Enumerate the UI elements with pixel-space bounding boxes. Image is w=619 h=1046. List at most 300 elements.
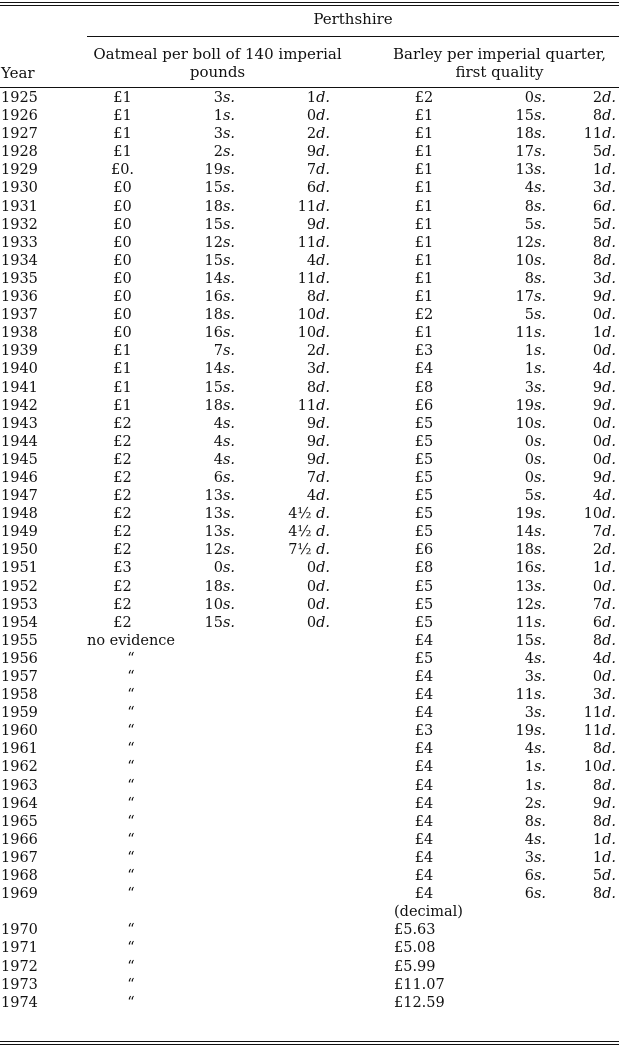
barley-shillings-cell: 18s. — [515, 542, 546, 559]
year-cell: 1933 — [1, 234, 38, 251]
year-cell: 1952 — [1, 578, 38, 595]
year-cell: 1964 — [1, 795, 38, 812]
oatmeal-shillings-cell: 1s. — [213, 108, 235, 125]
barley-pounds-cell: £1 — [414, 162, 434, 179]
barley-pence-cell: 9d. — [592, 379, 616, 396]
oatmeal-pounds-cell: £2 — [113, 488, 132, 505]
oatmeal-pence-cell: 0d. — [306, 596, 330, 613]
barley-pence-cell: 11d. — [583, 126, 616, 143]
oatmeal-pounds-cell: £2 — [113, 524, 132, 541]
ditto-mark: “ — [127, 922, 135, 939]
barley-pence-cell: 8d. — [592, 108, 616, 125]
oatmeal-shillings-cell: 2s. — [213, 144, 235, 161]
oatmeal-pounds-cell: £0 — [113, 180, 132, 197]
ditto-mark: “ — [127, 831, 135, 848]
barley-pounds-cell: £5 — [414, 614, 434, 631]
barley-shillings-cell: 2s. — [524, 795, 546, 812]
barley-pounds-cell: £6 — [414, 397, 434, 414]
oatmeal-pence-cell: 11d. — [297, 397, 330, 414]
oatmeal-shillings-cell: 15s. — [204, 379, 235, 396]
oatmeal-pounds-cell: £2 — [113, 469, 132, 486]
oatmeal-column-header: Oatmeal per boll of 140 imperial pounds — [93, 45, 342, 81]
barley-pence-cell: 8d. — [592, 252, 616, 269]
ditto-mark: “ — [127, 813, 135, 830]
ditto-mark: “ — [127, 886, 135, 903]
barley-shillings-cell: 8s. — [524, 270, 546, 287]
year-cell: 1961 — [1, 741, 38, 758]
table-row — [0, 415, 619, 433]
ditto-mark: “ — [127, 741, 135, 758]
barley-shillings-cell: 0s. — [524, 451, 546, 468]
header-rule — [0, 87, 619, 88]
oatmeal-shillings-cell: 4s. — [213, 415, 235, 432]
oatmeal-pence-cell: 9d. — [306, 451, 330, 468]
barley-shillings-cell: 15s. — [515, 108, 546, 125]
ditto-mark: “ — [127, 650, 135, 667]
barley-pence-cell: 8d. — [592, 813, 616, 830]
barley-pounds-cell: £4 — [414, 759, 434, 776]
oatmeal-pounds-cell: £1 — [113, 108, 132, 125]
barley-pounds-cell: £1 — [414, 180, 434, 197]
barley-decimal-cell: £5.08 — [394, 940, 436, 957]
bottom-rule-outer — [0, 1044, 619, 1045]
table-row — [0, 143, 619, 161]
barley-pounds-cell: £5 — [414, 433, 434, 450]
year-cell: 1945 — [1, 451, 38, 468]
barley-pence-cell: 0d. — [592, 307, 616, 324]
barley-shillings-cell: 14s. — [515, 524, 546, 541]
oatmeal-shillings-cell: 4s. — [213, 433, 235, 450]
table-row — [0, 632, 619, 650]
table-row — [0, 125, 619, 143]
oatmeal-shillings-cell: 16s. — [204, 325, 235, 342]
oatmeal-pence-cell: 8d. — [306, 289, 330, 306]
oatmeal-shillings-cell: 15s. — [204, 216, 235, 233]
barley-shillings-cell: 11s. — [515, 687, 546, 704]
oatmeal-shillings-cell: 15s. — [204, 614, 235, 631]
barley-shillings-cell: 17s. — [515, 289, 546, 306]
oatmeal-shillings-cell: 19s. — [204, 162, 235, 179]
table-row — [0, 668, 619, 686]
barley-shillings-cell: 18s. — [515, 126, 546, 143]
top-rule-inner — [0, 5, 619, 6]
barley-pence-cell: 9d. — [592, 795, 616, 812]
barley-pence-cell: 9d. — [592, 469, 616, 486]
barley-pounds-cell: £4 — [414, 849, 434, 866]
barley-shillings-cell: 6s. — [524, 886, 546, 903]
oatmeal-pounds-cell: £0 — [113, 234, 132, 251]
barley-pence-cell: 1d. — [592, 560, 616, 577]
barley-shillings-cell: 12s. — [515, 234, 546, 251]
barley-shillings-cell: 1s. — [524, 343, 546, 360]
barley-shillings-cell: 13s. — [515, 162, 546, 179]
table-row — [0, 885, 619, 903]
oatmeal-shillings-cell: 18s. — [204, 307, 235, 324]
barley-pence-cell: 0d. — [592, 415, 616, 432]
table-row — [0, 270, 619, 288]
table-row — [0, 161, 619, 179]
oatmeal-pounds-cell: £1 — [113, 126, 132, 143]
oatmeal-pounds-cell: £2 — [113, 614, 132, 631]
barley-pounds-cell: £4 — [414, 687, 434, 704]
barley-pence-cell: 11d. — [583, 705, 616, 722]
oatmeal-pence-cell: 9d. — [306, 144, 330, 161]
table-row — [0, 89, 619, 107]
barley-shillings-cell: 10s. — [515, 415, 546, 432]
barley-pence-cell: 8d. — [592, 234, 616, 251]
table-row — [0, 469, 619, 487]
barley-pence-cell: 6d. — [592, 614, 616, 631]
barley-pence-cell: 5d. — [592, 216, 616, 233]
barley-pounds-cell: £5 — [414, 524, 434, 541]
ditto-mark: “ — [127, 849, 135, 866]
oatmeal-pence-cell: 2d. — [306, 126, 330, 143]
ditto-mark: “ — [127, 868, 135, 885]
ditto-mark: “ — [127, 940, 135, 957]
barley-pence-cell: 0d. — [592, 669, 616, 685]
table-row — [0, 198, 619, 216]
table-row — [0, 650, 619, 668]
barley-pence-cell: 7d. — [592, 524, 616, 541]
barley-shillings-cell: 19s. — [515, 506, 546, 523]
year-cell: 1936 — [1, 289, 38, 306]
oatmeal-shillings-cell: 13s. — [204, 506, 235, 523]
year-cell: 1937 — [1, 307, 38, 324]
ditto-mark: “ — [127, 994, 135, 1011]
barley-decimal-cell: £5.63 — [394, 922, 436, 939]
oatmeal-shillings-cell: 10s. — [204, 596, 235, 613]
year-cell: 1968 — [1, 868, 38, 885]
year-cell: 1931 — [1, 198, 38, 215]
barley-pence-cell: 0d. — [592, 451, 616, 468]
year-cell: 1965 — [1, 813, 38, 830]
table-row — [0, 234, 619, 252]
barley-shillings-cell: 3s. — [524, 669, 546, 685]
barley-pounds-cell: £5 — [414, 650, 434, 667]
barley-pounds-cell: £4 — [414, 669, 434, 685]
table-row — [0, 252, 619, 270]
year-cell: 1946 — [1, 469, 38, 486]
barley-shillings-cell: 4s. — [524, 650, 546, 667]
barley-decimal-cell: £5.99 — [394, 958, 436, 975]
ditto-mark: “ — [127, 705, 135, 722]
oatmeal-pence-cell: 7d. — [306, 469, 330, 486]
barley-pence-cell: 8d. — [592, 777, 616, 794]
barley-shillings-cell: 3s. — [524, 705, 546, 722]
oatmeal-pounds-cell: £2 — [113, 596, 132, 613]
oatmeal-pounds-cell: £2 — [113, 506, 132, 523]
table-row — [0, 704, 619, 722]
oatmeal-pence-cell: 7½ d. — [288, 542, 330, 559]
ditto-mark: “ — [127, 759, 135, 776]
barley-shillings-cell: 12s. — [515, 596, 546, 613]
barley-shillings-cell: 3s. — [524, 379, 546, 396]
barley-shillings-cell: 16s. — [515, 560, 546, 577]
barley-shillings-cell: 4s. — [524, 831, 546, 848]
oatmeal-pounds-cell: £1 — [113, 361, 132, 378]
barley-pounds-cell: £8 — [414, 379, 434, 396]
barley-pence-cell: 1d. — [592, 162, 616, 179]
oatmeal-pence-cell: 0d. — [306, 578, 330, 595]
table-row — [0, 614, 619, 632]
oatmeal-pounds-cell: £2 — [113, 542, 132, 559]
barley-pence-cell: 0d. — [592, 433, 616, 450]
barley-pounds-cell: £3 — [414, 343, 434, 360]
table-row — [0, 722, 619, 740]
barley-shillings-cell: 15s. — [515, 632, 546, 649]
barley-shillings-cell: 0s. — [524, 433, 546, 450]
ditto-mark: “ — [127, 958, 135, 975]
barley-pounds-cell: £2 — [414, 307, 434, 324]
barley-column-header: Barley per imperial quarter, first quality — [392, 45, 607, 81]
oatmeal-pounds-cell: £1 — [113, 144, 132, 161]
oatmeal-pounds-cell: £2 — [113, 451, 132, 468]
barley-shillings-cell: 6s. — [524, 868, 546, 885]
oatmeal-shillings-cell: 14s. — [204, 361, 235, 378]
barley-pence-cell: 10d. — [583, 506, 616, 523]
oatmeal-pence-cell: 2d. — [306, 343, 330, 360]
table-row — [0, 379, 619, 397]
table-row — [0, 740, 619, 758]
barley-pounds-cell: £1 — [414, 108, 434, 125]
barley-pence-cell: 1d. — [592, 849, 616, 866]
barley-pounds-cell: £4 — [414, 868, 434, 885]
barley-pounds-cell: £5 — [414, 415, 434, 432]
barley-pounds-cell: £4 — [414, 831, 434, 848]
barley-pounds-cell: £4 — [414, 705, 434, 722]
barley-pence-cell: 2d. — [592, 90, 616, 106]
barley-shillings-cell: 13s. — [515, 578, 546, 595]
barley-pence-cell: 4d. — [592, 650, 616, 667]
ditto-mark: “ — [127, 795, 135, 812]
group-underline — [87, 36, 619, 37]
table-row — [0, 578, 619, 596]
barley-shillings-cell: 5s. — [524, 488, 546, 505]
barley-shillings-cell: 0s. — [524, 90, 546, 106]
barley-pounds-cell: £1 — [414, 270, 434, 287]
table-row — [0, 360, 619, 378]
barley-pence-cell: 0d. — [592, 578, 616, 595]
year-cell: 1940 — [1, 361, 38, 378]
oatmeal-pence-cell: 10d. — [297, 325, 330, 342]
oatmeal-pence-cell: 9d. — [306, 415, 330, 432]
barley-shillings-cell: 10s. — [515, 252, 546, 269]
barley-pounds-cell: £4 — [414, 886, 434, 903]
oatmeal-pence-cell: 4½ d. — [288, 524, 330, 541]
barley-pence-cell: 9d. — [592, 289, 616, 306]
table-row — [0, 958, 619, 976]
table-row — [0, 179, 619, 197]
year-cell: 1939 — [1, 343, 38, 360]
oatmeal-shillings-cell: 7s. — [213, 343, 235, 360]
year-cell: 1962 — [1, 759, 38, 776]
table-row — [0, 324, 619, 342]
barley-shillings-cell: 1s. — [524, 759, 546, 776]
year-cell: 1963 — [1, 777, 38, 794]
ditto-mark: “ — [127, 777, 135, 794]
barley-pence-cell: 9d. — [592, 397, 616, 414]
barley-pounds-cell: £5 — [414, 469, 434, 486]
table-row — [0, 433, 619, 451]
barley-pence-cell: 3d. — [592, 180, 616, 197]
barley-pounds-cell: £1 — [414, 126, 434, 143]
barley-pounds-cell: £5 — [414, 488, 434, 505]
barley-shillings-cell: 0s. — [524, 469, 546, 486]
table-row — [0, 903, 619, 921]
year-cell: 1960 — [1, 723, 38, 740]
oatmeal-pence-cell: 9d. — [306, 216, 330, 233]
year-cell: 1970 — [1, 922, 38, 939]
oatmeal-pence-cell: 3d. — [306, 361, 330, 378]
barley-pounds-cell: £1 — [414, 289, 434, 306]
oatmeal-note-cell: no evidence — [87, 632, 175, 649]
oatmeal-pounds-cell: £0 — [113, 252, 132, 269]
ditto-mark: “ — [127, 976, 135, 993]
oatmeal-pence-cell: 11d. — [297, 234, 330, 251]
table-row — [0, 559, 619, 577]
barley-pence-cell: 8d. — [592, 741, 616, 758]
table-row — [0, 921, 619, 939]
barley-shillings-cell: 19s. — [515, 723, 546, 740]
barley-pounds-cell: £1 — [414, 234, 434, 251]
barley-decimal-cell: £11.07 — [394, 976, 445, 993]
oatmeal-pence-cell: 0d. — [306, 108, 330, 125]
oatmeal-pence-cell: 11d. — [297, 270, 330, 287]
table-row — [0, 831, 619, 849]
table-row — [0, 849, 619, 867]
table-row — [0, 451, 619, 469]
year-cell: 1973 — [1, 976, 38, 993]
year-cell: 1947 — [1, 488, 38, 505]
barley-pounds-cell: £5 — [414, 596, 434, 613]
table-row — [0, 288, 619, 306]
oatmeal-pence-cell: 6d. — [306, 180, 330, 197]
bottom-rule — [0, 1041, 619, 1042]
oatmeal-shillings-cell: 14s. — [204, 270, 235, 287]
table-row — [0, 107, 619, 125]
barley-shillings-cell: 11s. — [515, 325, 546, 342]
oatmeal-pence-cell: 4d. — [306, 488, 330, 505]
year-cell: 1967 — [1, 849, 38, 866]
barley-pounds-cell: £8 — [414, 560, 434, 577]
barley-pounds-cell: £4 — [414, 777, 434, 794]
year-cell: 1957 — [1, 669, 38, 685]
oatmeal-shillings-cell: 18s. — [204, 397, 235, 414]
barley-pounds-cell: £1 — [414, 325, 434, 342]
year-cell: 1949 — [1, 524, 38, 541]
year-cell: 1959 — [1, 705, 38, 722]
barley-pence-cell: 8d. — [592, 886, 616, 903]
barley-pence-cell: 4d. — [592, 361, 616, 378]
oatmeal-pence-cell: 4d. — [306, 252, 330, 269]
year-cell: 1948 — [1, 506, 38, 523]
barley-shillings-cell: 1s. — [524, 361, 546, 378]
barley-pence-cell: 5d. — [592, 868, 616, 885]
year-cell: 1956 — [1, 650, 38, 667]
barley-decimal-cell: £12.59 — [394, 994, 445, 1011]
oatmeal-pounds-cell: £3 — [113, 560, 132, 577]
year-cell: 1971 — [1, 940, 38, 957]
barley-shillings-cell: 11s. — [515, 614, 546, 631]
barley-pence-cell: 11d. — [583, 723, 616, 740]
oatmeal-pence-cell: 10d. — [297, 307, 330, 324]
barley-pence-cell: 6d. — [592, 198, 616, 215]
oatmeal-pence-cell: 0d. — [306, 560, 330, 577]
oatmeal-shillings-cell: 16s. — [204, 289, 235, 306]
year-cell: 1954 — [1, 614, 38, 631]
oatmeal-shillings-cell: 13s. — [204, 488, 235, 505]
table-row — [0, 994, 619, 1012]
oatmeal-pence-cell: 7d. — [306, 162, 330, 179]
year-cell: 1955 — [1, 632, 38, 649]
table-row — [0, 976, 619, 994]
barley-shillings-cell: 4s. — [524, 180, 546, 197]
oatmeal-pounds-cell: £1 — [113, 343, 132, 360]
ditto-mark: “ — [127, 723, 135, 740]
barley-pence-cell: 3d. — [592, 270, 616, 287]
oatmeal-shillings-cell: 18s. — [204, 578, 235, 595]
year-column-header: Year — [1, 64, 35, 82]
year-cell: 1925 — [1, 90, 38, 106]
oatmeal-pounds-cell: £1 — [113, 90, 132, 106]
year-cell: 1934 — [1, 252, 38, 269]
barley-pounds-cell: £4 — [414, 632, 434, 649]
oatmeal-pence-cell: 8d. — [306, 379, 330, 396]
barley-shillings-cell: 8s. — [524, 198, 546, 215]
oatmeal-shillings-cell: 4s. — [213, 451, 235, 468]
barley-shillings-cell: 5s. — [524, 216, 546, 233]
oatmeal-shillings-cell: 12s. — [204, 234, 235, 251]
ditto-mark: “ — [127, 669, 135, 685]
year-cell: 1932 — [1, 216, 38, 233]
barley-pounds-cell: £1 — [414, 252, 434, 269]
oatmeal-pounds-cell: £0 — [113, 198, 132, 215]
oatmeal-pounds-cell: £2 — [113, 578, 132, 595]
oatmeal-pounds-cell: £0 — [113, 270, 132, 287]
barley-pounds-cell: £1 — [414, 198, 434, 215]
barley-pence-cell: 5d. — [592, 144, 616, 161]
barley-pounds-cell: £3 — [414, 723, 434, 740]
oatmeal-pence-cell: 11d. — [297, 198, 330, 215]
table-row — [0, 505, 619, 523]
barley-shillings-cell: 19s. — [515, 397, 546, 414]
year-cell: 1972 — [1, 958, 38, 975]
barley-pounds-cell: £4 — [414, 795, 434, 812]
oatmeal-pounds-cell: £2 — [113, 415, 132, 432]
table-row — [0, 596, 619, 614]
barley-shillings-cell: 4s. — [524, 741, 546, 758]
oatmeal-pence-cell: 0d. — [306, 614, 330, 631]
oatmeal-pounds-cell: £1 — [113, 397, 132, 414]
oatmeal-pounds-cell: £0 — [113, 216, 132, 233]
year-cell: 1942 — [1, 397, 38, 414]
table-row — [0, 867, 619, 885]
barley-pence-cell: 0d. — [592, 343, 616, 360]
table-row — [0, 813, 619, 831]
oatmeal-shillings-cell: 3s. — [213, 126, 235, 143]
year-cell: 1941 — [1, 379, 38, 396]
barley-shillings-cell: 3s. — [524, 849, 546, 866]
year-cell: 1938 — [1, 325, 38, 342]
table-row — [0, 342, 619, 360]
oatmeal-pence-cell: 4½ d. — [288, 506, 330, 523]
year-cell: 1958 — [1, 687, 38, 704]
oatmeal-shillings-cell: 15s. — [204, 180, 235, 197]
oatmeal-shillings-cell: 12s. — [204, 542, 235, 559]
barley-pence-cell: 2d. — [592, 542, 616, 559]
table-row — [0, 939, 619, 957]
year-cell: 1928 — [1, 144, 38, 161]
